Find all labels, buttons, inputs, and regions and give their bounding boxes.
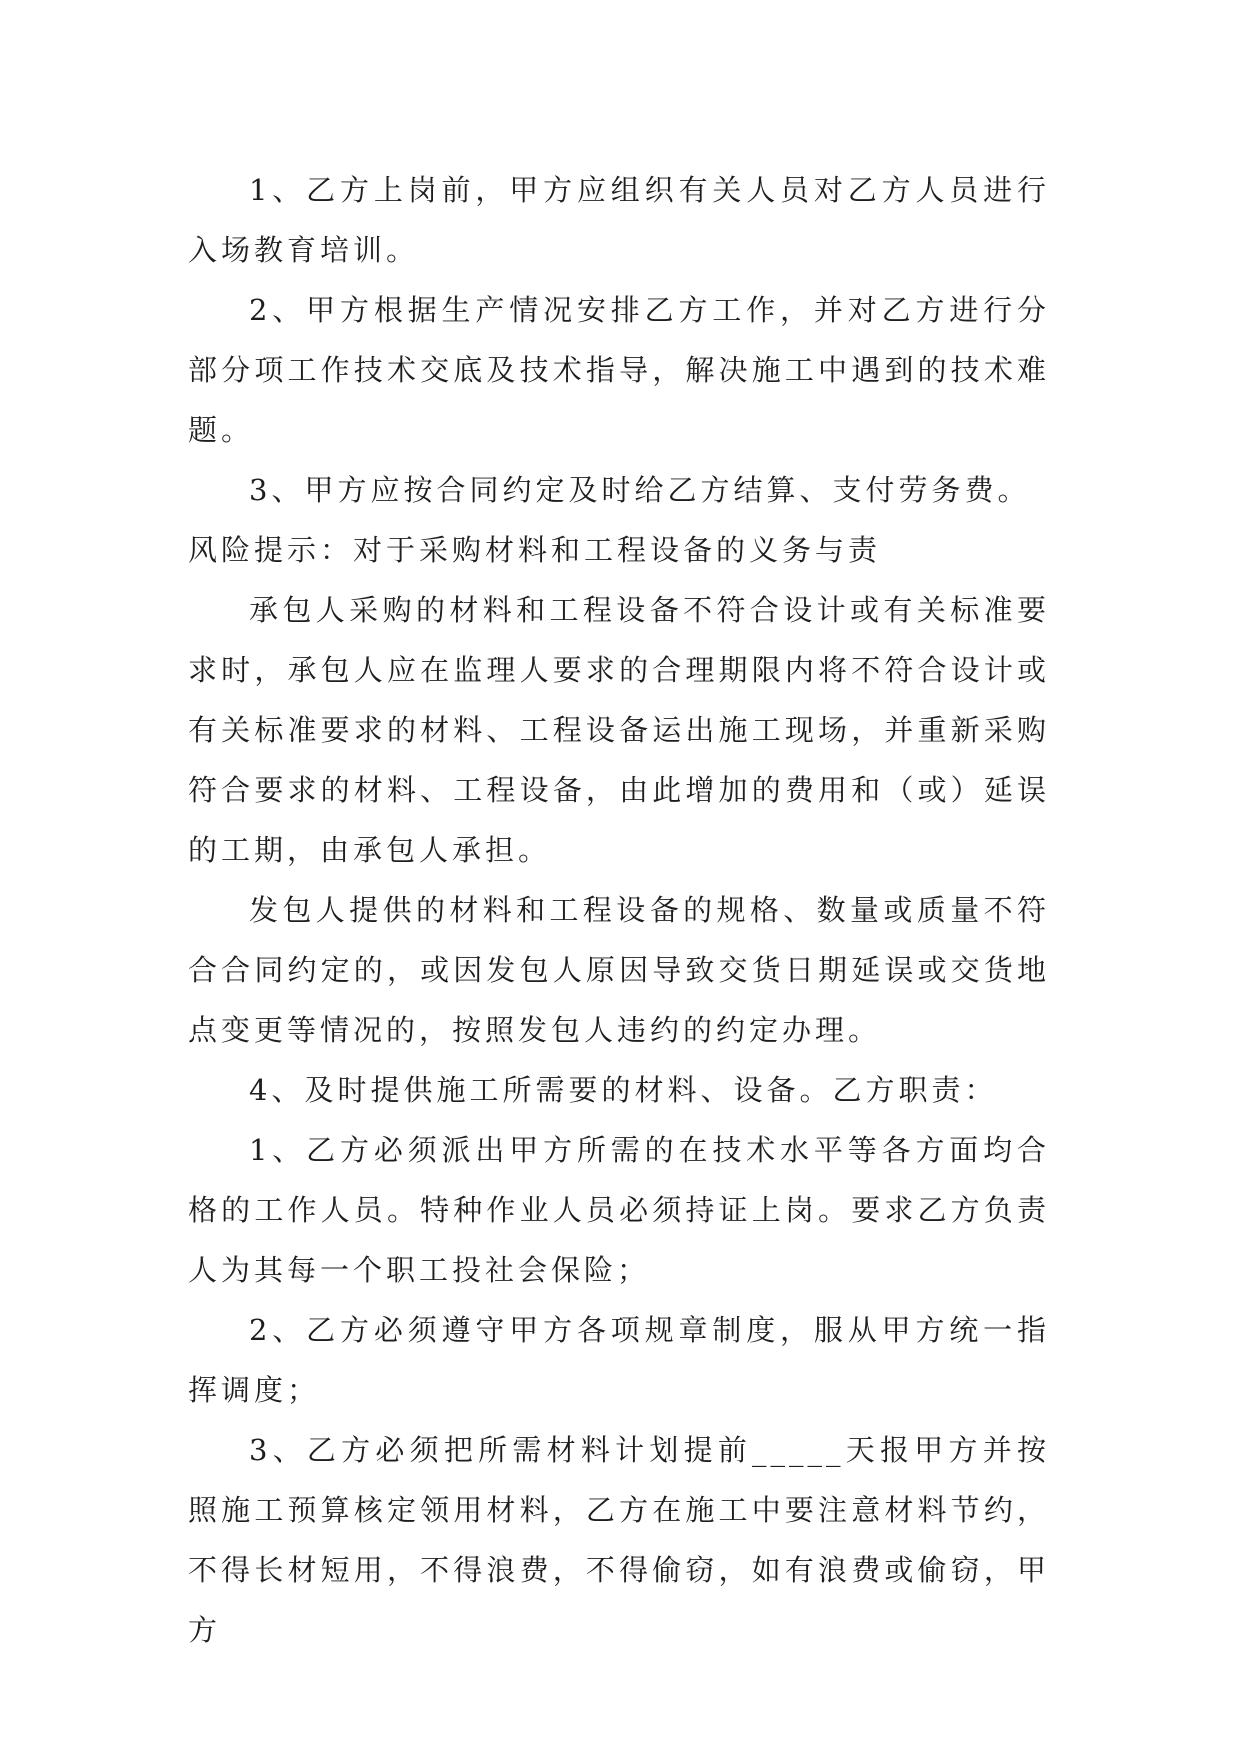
paragraph-4: 4、及时提供施工所需要的材料、设备。乙方职责： bbox=[249, 1073, 998, 1107]
document-body bbox=[188, 160, 1050, 1660]
risk-heading: 风险提示：对于采购材料和工程设备的义务与责 bbox=[188, 533, 882, 567]
paragraph-duty-2: 2、乙方必须遵守甲方各项规章制度，服从甲方统一指挥调度； bbox=[188, 1313, 1050, 1407]
paragraph-duty-3: 3、乙方必须把所需材料计划提前_____天报甲方并按照施工预算核定领用材料，乙方在施工中要注意材料节约，不得长材短用，不得浪费，不得偷窃，如有浪费或偷窃，甲方 bbox=[188, 1433, 1050, 1647]
paragraph-duty-1: 1、乙方必须派出甲方所需的在技术水平等各方面均合格的工作人员。特种作业人员必须持证上岗。要求乙方负责人为其每一个职工投社会保险； bbox=[188, 1133, 1050, 1287]
paragraph-contractor-materials: 承包人采购的材料和工程设备不符合设计或有关标准要求时，承包人应在监理人要求的合理期限内将不符合设计或有关标准要求的材料、工程设备运出施工现场，并重新采购符合要求的材料、工程设备，由此增加的费用和（或）延误的工期，由承包人承担。 bbox=[188, 593, 1050, 867]
paragraph-3-text: 3、甲方应按合同约定及时给乙方结算、支付劳务费。 bbox=[249, 473, 1031, 507]
paragraph-2: 2、甲方根据生产情况安排乙方工作，并对乙方进行分部分项工作技术交底及技术指导，解决施工中遇到的技术难题。 bbox=[188, 293, 1050, 447]
paragraph-1: 1、乙方上岗前，甲方应组织有关人员对乙方人员进行入场教育培训。 bbox=[188, 173, 1050, 267]
paragraph-3-payment bbox=[188, 460, 1050, 580]
paragraph-employer-materials: 发包人提供的材料和工程设备的规格、数量或质量不符合合同约定的，或因发包人原因导致交货日期延误或交货地点变更等情况的，按照发包人违约的约定办理。 bbox=[188, 893, 1050, 1047]
